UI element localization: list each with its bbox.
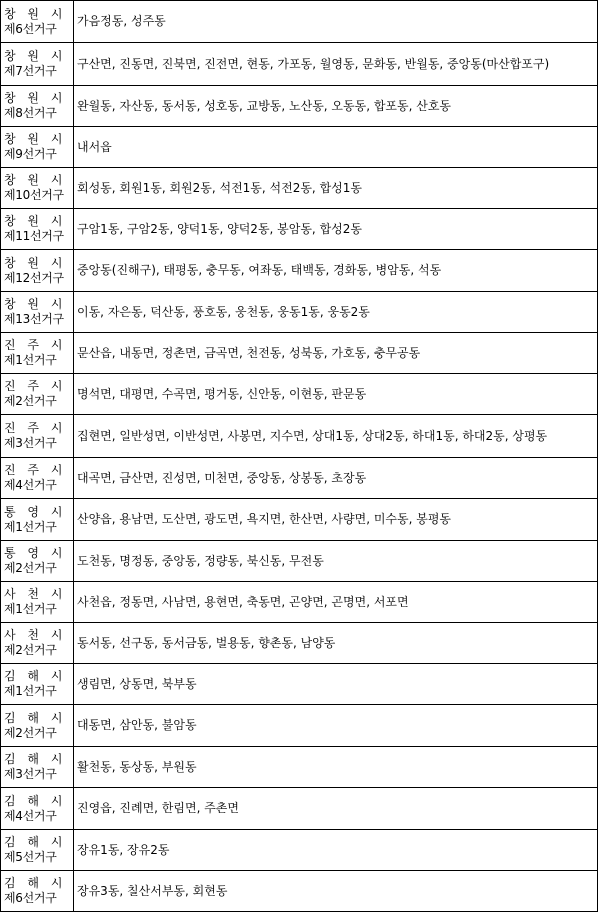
district-name-cell (1, 168, 74, 209)
district-number: 제6선거구 (4, 891, 57, 905)
district-areas: 장유3동, 칠산서부동, 회현동 (74, 871, 598, 912)
district-name-cell (1, 499, 74, 541)
district-areas: 대곡면, 금산면, 진성면, 미천면, 중앙동, 상봉동, 초장동 (74, 458, 598, 499)
district-areas: 문산읍, 내동면, 정촌면, 금곡면, 천전동, 성북동, 가호동, 충무공동 (74, 333, 598, 374)
district-number: 제12선거구 (4, 270, 64, 285)
district-name-cell (1, 1, 74, 43)
district-name-cell (1, 292, 74, 333)
district-name-cell (1, 582, 74, 623)
district-name-cell (1, 415, 74, 458)
district-areas: 생림면, 상동면, 북부동 (74, 664, 598, 705)
district-number: 제7선거구 (4, 64, 57, 78)
district-name-cell (1, 705, 74, 747)
city-name: 창 원 시 (4, 6, 67, 21)
city-name: 창 원 시 (4, 132, 67, 146)
district-number: 제13선거구 (4, 312, 64, 326)
district-name-cell (1, 788, 74, 830)
city-name: 진 주 시 (4, 421, 67, 435)
district-name-cell (1, 664, 74, 705)
district-number: 제3선거구 (4, 436, 57, 450)
city-name: 진 주 시 (4, 463, 67, 477)
district-number: 제2선거구 (4, 643, 57, 657)
district-number: 제10선거구 (4, 188, 64, 202)
district-name-cell (1, 127, 74, 168)
table-row (1, 788, 598, 830)
district-areas: 장유1동, 장유2동 (74, 830, 598, 871)
table-row (1, 499, 598, 541)
district-number: 제1선거구 (4, 519, 57, 534)
district-number: 제1선거구 (4, 602, 57, 616)
table-row (1, 250, 598, 292)
city-name: 창 원 시 (4, 49, 67, 63)
district-areas: 구암1동, 구암2동, 양덕1동, 양덕2동, 봉암동, 합성2동 (74, 209, 598, 250)
district-name-cell (1, 43, 74, 86)
city-name: 사 천 시 (4, 587, 67, 601)
district-number: 제5선거구 (4, 850, 57, 864)
table-row (1, 374, 598, 415)
district-areas: 산양읍, 용남면, 도산면, 광도면, 욕지면, 한산면, 사량면, 미수동, 봉평동 (74, 499, 598, 541)
table-row (1, 541, 598, 582)
table-row (1, 664, 598, 705)
table-row (1, 458, 598, 499)
district-name-cell (1, 458, 74, 499)
table-row (1, 415, 598, 458)
district-areas: 동서동, 선구동, 동서금동, 벌용동, 향촌동, 남양동 (74, 623, 598, 664)
city-name: 창 원 시 (4, 91, 67, 105)
district-name-cell (1, 830, 74, 871)
district-number: 제2선거구 (4, 725, 57, 740)
city-name: 진 주 시 (4, 379, 67, 393)
city-name: 창 원 시 (4, 173, 67, 187)
city-name: 김 해 시 (4, 710, 67, 725)
district-areas: 진영읍, 진례면, 한림면, 주촌면 (74, 788, 598, 830)
district-number: 제8선거구 (4, 106, 57, 120)
district-areas: 집현면, 일반성면, 이반성면, 사봉면, 지수면, 상대1동, 상대2동, 하대1동, 하대2동, 상평동 (74, 415, 598, 458)
table-row (1, 582, 598, 623)
city-name: 김 해 시 (4, 669, 67, 683)
table-row (1, 209, 598, 250)
district-name-cell (1, 747, 74, 788)
table-row (1, 623, 598, 664)
district-areas: 구산면, 진동면, 진북면, 진전면, 현동, 가포동, 월영동, 문화동, 반월동, 중앙동(마산합포구) (74, 43, 598, 86)
table-row (1, 333, 598, 374)
district-areas: 가음정동, 성주동 (74, 1, 598, 43)
district-number: 제4선거구 (4, 808, 57, 823)
district-name-cell (1, 209, 74, 250)
district-areas: 완월동, 자산동, 동서동, 성호동, 교방동, 노산동, 오동동, 합포동, 산호동 (74, 86, 598, 127)
district-name-cell (1, 374, 74, 415)
district-number: 제4선거구 (4, 478, 57, 492)
district-number: 제3선거구 (4, 767, 57, 781)
table-row (1, 168, 598, 209)
city-name: 김 해 시 (4, 752, 67, 766)
city-name: 김 해 시 (4, 876, 67, 890)
district-areas: 활천동, 동상동, 부원동 (74, 747, 598, 788)
district-name-cell (1, 541, 74, 582)
table-row (1, 1, 598, 43)
district-areas: 명석면, 대평면, 수곡면, 평거동, 신안동, 이현동, 판문동 (74, 374, 598, 415)
district-name-cell (1, 333, 74, 374)
table-row (1, 871, 598, 912)
city-name: 창 원 시 (4, 214, 67, 228)
city-name: 창 원 시 (4, 255, 67, 270)
district-number: 제9선거구 (4, 147, 57, 161)
table-row (1, 43, 598, 86)
table-row (1, 292, 598, 333)
table-row (1, 705, 598, 747)
district-number: 제2선거구 (4, 394, 57, 408)
district-areas: 내서읍 (74, 127, 598, 168)
city-name: 진 주 시 (4, 338, 67, 352)
table-row (1, 747, 598, 788)
district-areas: 회성동, 회원1동, 회원2동, 석전1동, 석전2동, 합성1동 (74, 168, 598, 209)
district-number: 제1선거구 (4, 684, 57, 698)
city-name: 창 원 시 (4, 297, 67, 311)
city-name: 통 영 시 (4, 546, 67, 560)
district-number: 제6선거구 (4, 21, 57, 36)
city-name: 김 해 시 (4, 835, 67, 849)
district-number: 제11선거구 (4, 229, 64, 243)
district-areas: 이동, 자은동, 덕산동, 풍호동, 웅천동, 웅동1동, 웅동2동 (74, 292, 598, 333)
city-name: 사 천 시 (4, 628, 67, 642)
district-name-cell (1, 86, 74, 127)
district-areas: 대동면, 삼안동, 불암동 (74, 705, 598, 747)
district-areas: 중앙동(진해구), 태평동, 충무동, 여좌동, 태백동, 경화동, 병암동, 석동 (74, 250, 598, 292)
district-name-cell (1, 871, 74, 912)
district-name-cell (1, 623, 74, 664)
table-row (1, 86, 598, 127)
table-row (1, 127, 598, 168)
city-name: 통 영 시 (4, 504, 67, 519)
district-areas: 사천읍, 정동면, 사남면, 용현면, 축동면, 곤양면, 곤명면, 서포면 (74, 582, 598, 623)
district-areas: 도천동, 명정동, 중앙동, 정량동, 북신동, 무전동 (74, 541, 598, 582)
district-number: 제1선거구 (4, 353, 57, 367)
table-row (1, 830, 598, 871)
district-number: 제2선거구 (4, 561, 57, 575)
district-name-cell (1, 250, 74, 292)
city-name: 김 해 시 (4, 793, 67, 808)
